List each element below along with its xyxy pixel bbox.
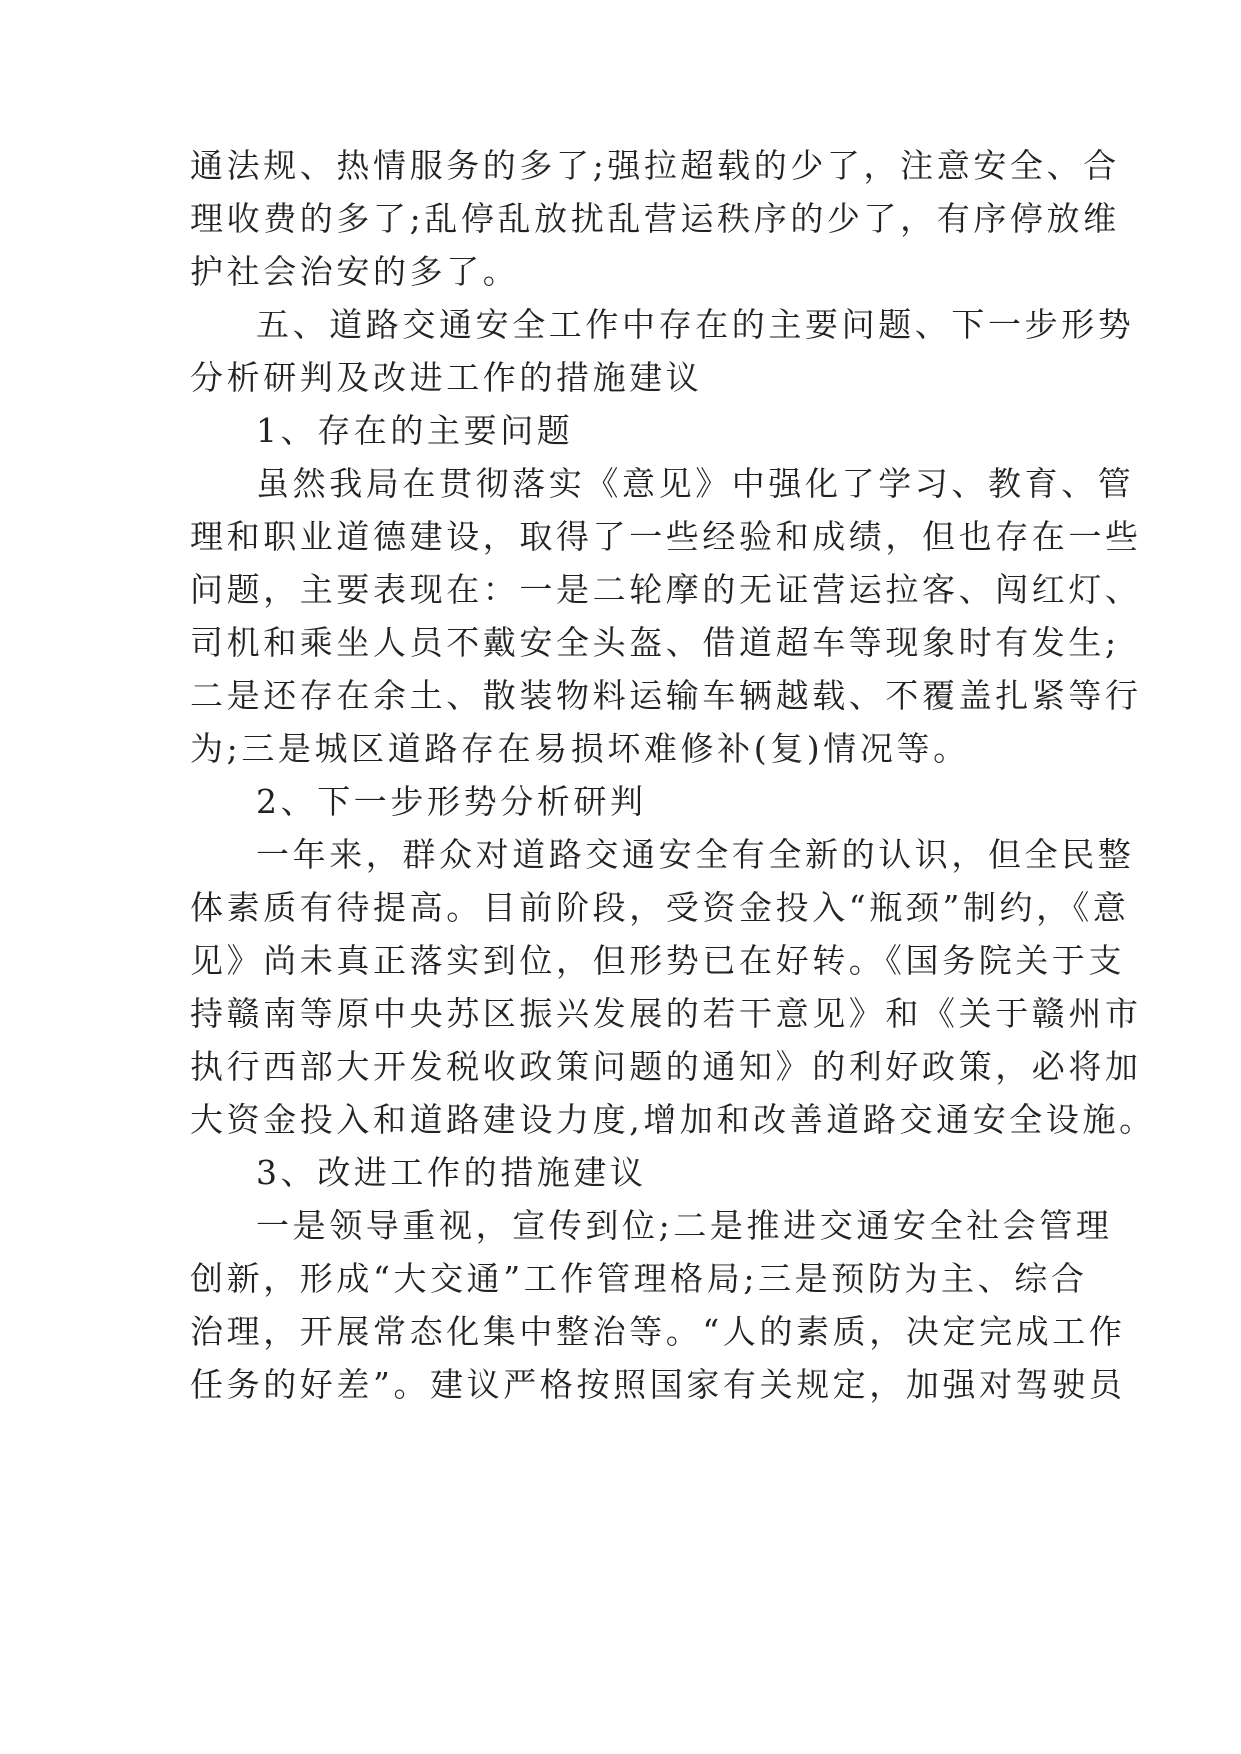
text-line: 体素质有待提高。目前阶段，受资金投入“瓶颈”制约，《意	[190, 888, 1130, 927]
text-line: 持赣南等原中央苏区振兴发展的若干意见》和《关于赣州市	[190, 994, 1142, 1033]
subheading: 3、改进工作的措施建议	[256, 1153, 647, 1192]
text-line: 问题，主要表现在：一是二轮摩的无证营运拉客、闯红灯、	[190, 570, 1142, 609]
text-line: 通法规、热情服务的多了;强拉超载的少了，注意安全、合	[190, 146, 1120, 185]
section-heading: 五、道路交通安全工作中存在的主要问题、下一步形势	[256, 305, 1135, 344]
text-line: 为;三是城区道路存在易损坏难修补(复)情况等。	[190, 729, 970, 768]
text-line: 司机和乘坐人员不戴安全头盔、借道超车等现象时有发生;	[190, 623, 1120, 662]
section-heading-continued: 分析研判及改进工作的措施建议	[190, 358, 703, 397]
text-line: 治理，开展常态化集中整治等。“人的素质，决定完成工作	[190, 1312, 1126, 1351]
text-line: 创新，形成“大交通”工作管理格局;三是预防为主、综合	[190, 1259, 1088, 1298]
text-line: 理收费的多了;乱停乱放扰乱营运秩序的少了，有序停放维	[190, 199, 1120, 238]
text-line: 二是还存在余土、散装物料运输车辆越载、不覆盖扎紧等行	[190, 676, 1142, 715]
subheading: 2、下一步形势分析研判	[256, 782, 647, 821]
text-line: 大资金投入和道路建设力度,增加和改善道路交通安全设施。	[190, 1100, 1156, 1139]
text-line: 执行西部大开发税收政策问题的通知》的利好政策，必将加	[190, 1047, 1142, 1086]
text-line: 见》尚未真正落实到位，但形势已在好转。《国务院关于支	[190, 941, 1126, 980]
text-line: 护社会治安的多了。	[190, 252, 520, 291]
text-line: 任务的好差”。建议严格按照国家有关规定，加强对驾驶员	[190, 1365, 1126, 1404]
text-line: 一年来，群众对道路交通安全有全新的认识，但全民整	[256, 835, 1135, 874]
text-line: 一是领导重视，宣传到位;二是推进交通安全社会管理	[256, 1206, 1113, 1245]
text-line: 理和职业道德建设，取得了一些经验和成绩，但也存在一些	[190, 517, 1142, 556]
subheading: 1、存在的主要问题	[256, 411, 574, 450]
text-line: 虽然我局在贯彻落实《意见》中强化了学习、教育、管	[256, 464, 1135, 503]
